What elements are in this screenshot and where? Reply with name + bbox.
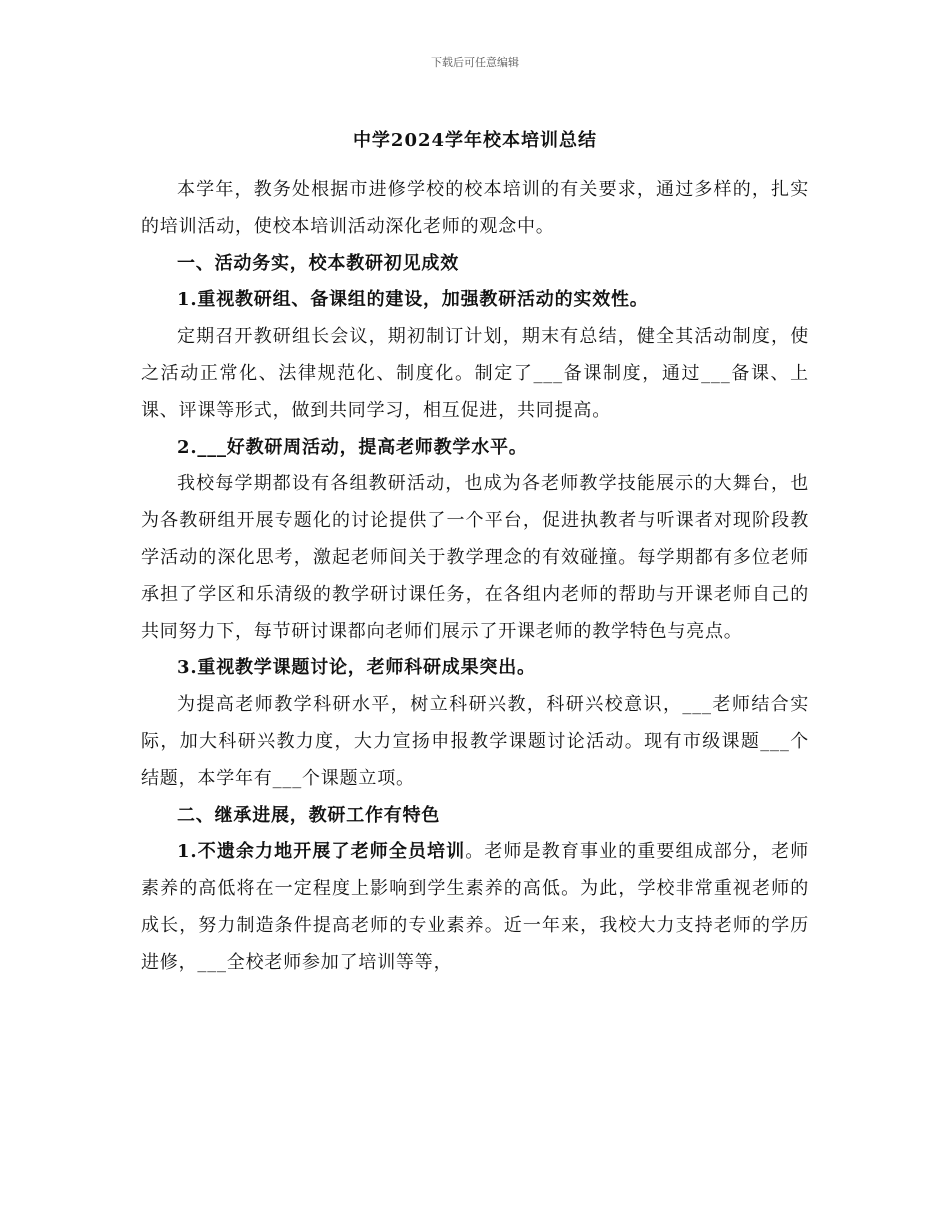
subsection-1-3-paragraph: 为提高老师教学科研水平，树立科研兴教，科研兴校意识，___老师结合实际，加大科研兴教力度，大力宣扬申报教学课题讨论活动。现有市级课题___个结题，本学年有___个课题立项。 (141, 694, 809, 789)
subsection-2-1-paragraph (141, 834, 809, 981)
subsection-1-1-heading: 1.重视教研组、备课组的建设，加强教研活动的实效性。 (177, 289, 649, 311)
subsection-1-2-paragraph: 我校每学期都设有各组教研活动，也成为各老师教学技能展示的大舞台，也为各教研组开展专题化的讨论提供了一个平台，促进执教者与听课者对现阶段教学活动的深化思考，激起老师间关于教学理念的有效碰撞。每学期都有多位老师承担了学区和乐清级的教学研讨课任务，在各组内老师的帮助与开课老师自己的共同努力下，每节研讨课都向老师们展示了开课老师的教学特色与亮点。 (141, 473, 809, 642)
section-1-heading: 一、活动务实，校本教研初见成效 (177, 252, 459, 274)
document-title: 中学2024学年校本培训总结 (352, 130, 598, 151)
section-2-heading: 二、继承进展，教研工作有特色 (177, 804, 441, 826)
page-header-note: 下载后可任意编辑 (431, 56, 519, 69)
subsection-1-2-heading: 2.___好教研周活动，提高老师教学水平。 (177, 436, 528, 458)
subsection-1-3-heading: 3.重视教学课题讨论，老师科研成果突出。 (177, 657, 536, 679)
subsection-2-1-text: 。老师是教育事业的重要组成部分，老师素养的高低将在一定程度上影响到学生素养的高低。为此，学校非常重视老师的成长，努力制造条件提高老师的专业素养。近一年来，我校大力支持老师的学历进修，___全校老师参加了培训等等， (141, 841, 809, 973)
subsection-1-1-paragraph: 定期召开教研组长会议，期初制订计划，期末有总结，健全其活动制度，使之活动正常化、法律规范化、制度化。制定了___备课制度，通过___备课、上课、评课等形式，做到共同学习，相互促进，共同提高。 (141, 326, 809, 421)
subsection-2-1-lead: 1.不遗余力地开展了老师全员培训 (177, 841, 466, 863)
document-body (141, 172, 809, 982)
intro-paragraph: 本学年，教务处根据市进修学校的校本培训的有关要求，通过多样的，扎实的培训活动，使校本培训活动深化老师的观念中。 (141, 179, 809, 237)
